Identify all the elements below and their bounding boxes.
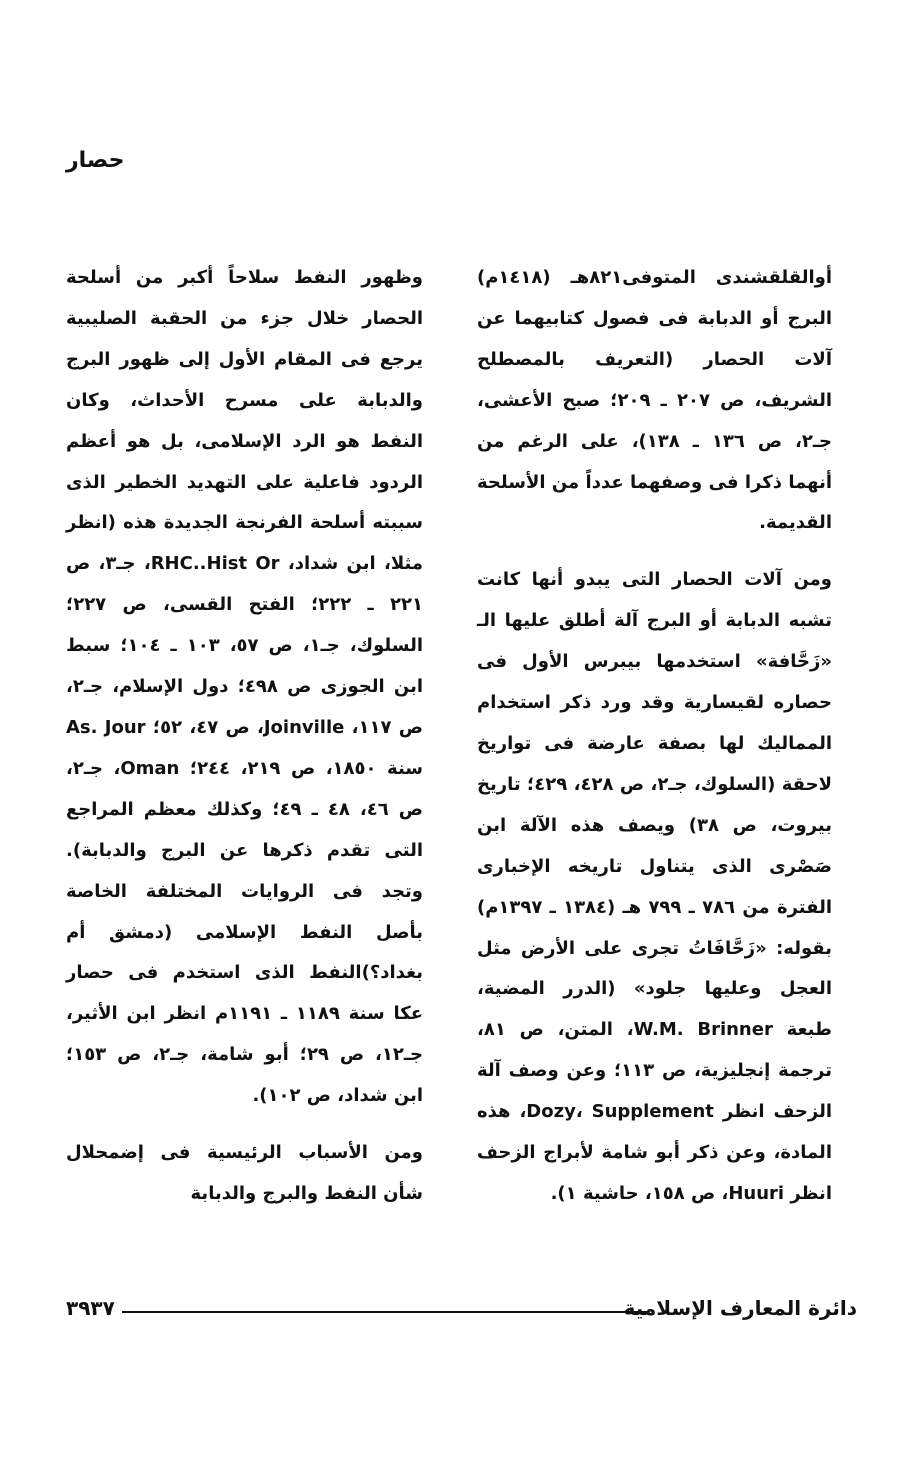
paragraph: أوالقلقشندى المتوفى٨٢١هـ (١٤١٨م) البرج أو الدبابة فى فصول كتابيهما عن آلات الحصار (التعريف بالمصطلح الشريف، ص ٢٠٧ ـ ٢٠٩؛ صبح الأعشى، جـ٢، ص ١٣٦ ـ ١٣٨)، على الرغم من أنهما ذكرا فى وصفهما عدداً من الأسلحة القديمة. (477, 267, 832, 534)
page-number: ٣٩٣٧ (66, 1296, 115, 1320)
footer-rule (122, 1311, 648, 1313)
footer-title: دائرة المعارف الإسلامية (623, 1296, 857, 1320)
paragraph: وظهور النفط سلاحاً أكبر من أسلحة الحصار خلال جزء من الحقبة الصليبية يرجع فى المقام الأول إلى ظهور البرج والدبابة على مسرح الأحداث، وكان النفط هو الرد الإسلامى، بل هو أعظم الردود فاعلية على التهديد الخطير الذى سببته أسلحة الفرنجة الجديدة هذه (انظر مثلا، ابن شداد، RHC..Hist Or، جـ٣، ص ٢٢١ ـ ٢٢٢؛ الفتح القسى، ص ٢٢٧؛ السلوك، جـ١، ص ٥٧، ١٠٣ ـ ١٠٤؛ سبط ابن الجوزى ص ٤٩٨؛ دول الإسلام، جـ٢، ص ١١٧، Joinville، ص ٤٧، ٥٢؛ As. Jour سنة ١٨٥٠، ص ٢١٩، ٢٤٤؛ Oman، جـ٢، ص ٤٦، ٤٨ ـ ٤٩؛ وكذلك معظم المراجع التى تقدم ذكرها عن البرج والدبابة). وتجد فى الروايات المختلفة الخاصة بأصل النفط الإسلامى (دمشق أم بغداد؟)النفط الذى استخدم فى حصار عكا سنة ١١٨٩ ـ ١١٩١م انظر ابن الأثير، جـ١٢، ص ٢٩؛ أبو شامة، جـ٢، ص ١٥٣؛ ابن شداد، ص ١٠٢). (66, 267, 424, 1107)
paragraph: ومن الأسباب الرئيسية فى إضمحلال شأن النفط والبرج والدبابة (66, 1142, 423, 1204)
running-head: حصار (66, 148, 125, 173)
paragraph: ومن آلات الحصار التى يبدو أنها كانت تشبه الدبابة أو البرج آلة أطلق عليها الـ «زَحَّافة» استخدمها بيبرس الأول فى حصاره لقيسارية وقد ورد ذكر استخدام المماليك لها بصفة عارضة فى تواريخ لاحقة (السلوك، جـ٢، ص ٤٢٨، ٤٢٩؛ تاريخ بيروت، ص ٣٨) ويصف هذه الآلة ابن صَصْرى الذى يتناول تاريخه الإخبارى الفترة من ٧٨٦ ـ ٧٩٩ هـ (١٣٨٤ ـ ١٣٩٧م) بقوله: «زَحَّافَاتُ تجرى على الأرض مثل العجل وعليها جلود» (الدرر المضية، طبعة W.M. Brinner، المتن، ص ٨١، ترجمة إنجليزية، ص ١١٣؛ وعن وصف آلة الزحف انظر Dozy، Supplement، هذه المادة، وعن ذكر أبو شامة لأبراج الزحف انظر Huuri، ص ١٥٨، حاشية ١). (477, 569, 833, 1204)
right-column (477, 258, 832, 1215)
left-column (66, 258, 423, 1215)
